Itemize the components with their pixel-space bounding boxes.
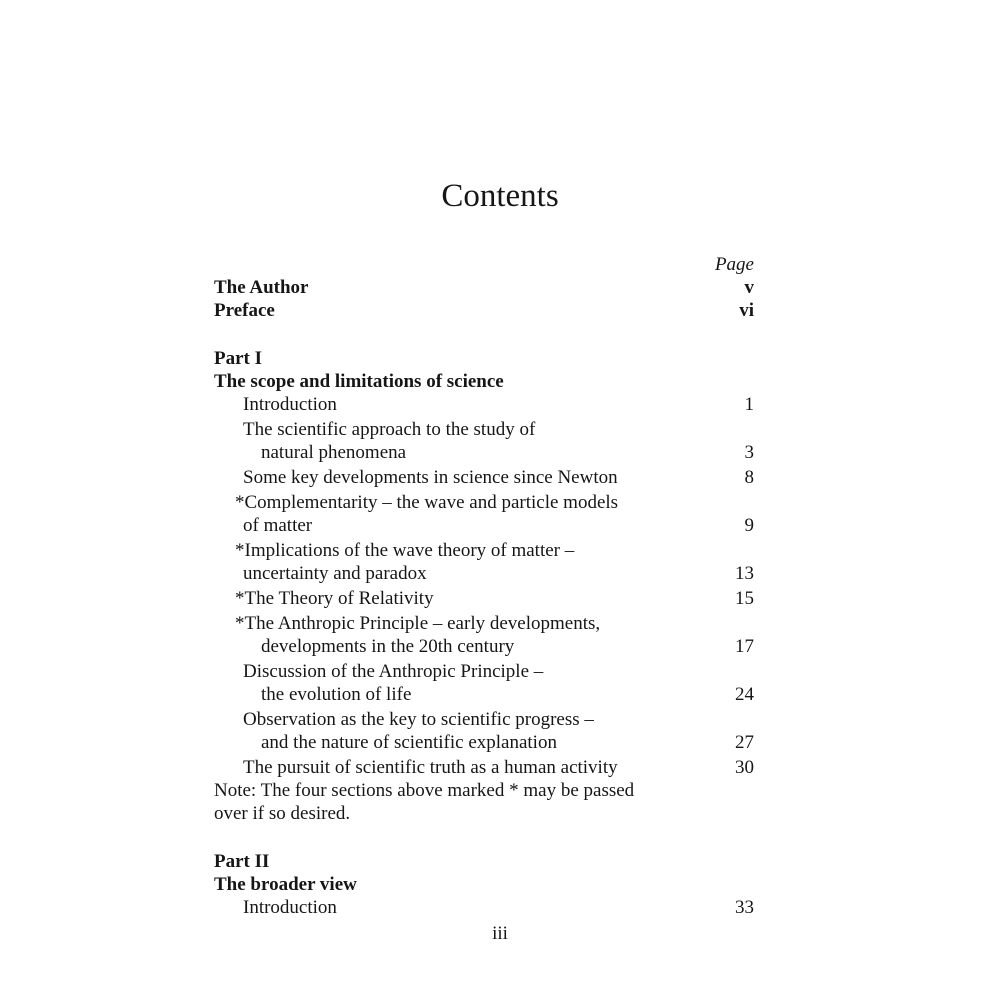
- toc-entry-starred: [214, 491, 754, 537]
- toc-entry: [214, 708, 754, 754]
- toc-entry: [214, 393, 754, 416]
- toc-entry-title: Introduction: [243, 394, 337, 415]
- toc-entry-page: v: [744, 277, 754, 298]
- table-of-contents: [214, 253, 754, 919]
- toc-entry-preface: [214, 299, 754, 322]
- part-subtitle: The scope and limitations of science: [214, 371, 504, 392]
- toc-entry-title: The scientific approach to the study of natural phenomena: [243, 419, 536, 463]
- toc-entry-the-author: [214, 276, 754, 299]
- toc-entry: [214, 756, 754, 779]
- page-column-header-row: [214, 253, 754, 276]
- toc-entry-title: *Complementarity – the wave and particle models of matter: [235, 492, 619, 536]
- part-label: Part I: [214, 348, 263, 369]
- toc-entry-title: *The Anthropic Principle – early developments, developments in the 20th century: [235, 613, 601, 657]
- toc-entry: [214, 418, 754, 464]
- toc-entry-starred: [214, 612, 754, 658]
- toc-entry: [214, 466, 754, 489]
- toc-entry: [214, 896, 754, 919]
- part-label: Part II: [214, 851, 270, 872]
- toc-entry-page: vi: [739, 300, 754, 321]
- page-column-header: Page: [714, 254, 754, 275]
- toc-entry-page: 17: [735, 636, 754, 657]
- part-subtitle: The broader view: [214, 874, 357, 895]
- toc-entry-page: 30: [735, 757, 754, 778]
- toc-entry-title: *The Theory of Relativity: [235, 588, 434, 609]
- toc-entry-page: 27: [735, 732, 754, 753]
- toc-entry-title: Preface: [214, 300, 275, 321]
- toc-entry-page: 15: [735, 588, 754, 609]
- toc-entry: [214, 660, 754, 706]
- toc-entry-page: 3: [744, 442, 754, 463]
- toc-entry-page: 1: [744, 394, 754, 415]
- toc-entry-page: 33: [735, 897, 754, 918]
- toc-entry-title: The Author: [214, 277, 309, 298]
- toc-entry-page: 9: [744, 515, 754, 536]
- toc-note: Note: The four sections above marked * may be passed over if so desired.: [214, 780, 635, 824]
- toc-entry-page: 8: [744, 467, 754, 488]
- toc-entry-page: 24: [735, 684, 754, 705]
- toc-entry-starred: [214, 539, 754, 585]
- toc-entry-title: Observation as the key to scientific progress – and the nature of scientific explanation: [243, 709, 594, 753]
- toc-entry-starred: [214, 587, 754, 610]
- toc-entry-page: 13: [735, 563, 754, 584]
- toc-entry-title: Introduction: [243, 897, 337, 918]
- toc-entry-title: The pursuit of scientific truth as a human activity: [243, 757, 618, 778]
- page-number: iii: [492, 923, 508, 944]
- toc-entry-title: *Implications of the wave theory of matter – uncertainty and paradox: [235, 540, 575, 584]
- toc-entry-title: Some key developments in science since Newton: [243, 467, 618, 488]
- page-title: Contents: [441, 178, 559, 214]
- toc-entry-title: Discussion of the Anthropic Principle – the evolution of life: [243, 661, 544, 705]
